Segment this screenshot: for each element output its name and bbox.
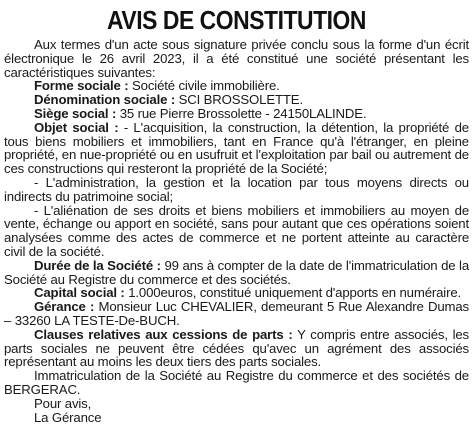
closing-signature: La Gérance: [34, 409, 102, 425]
forme-sociale: [4, 79, 469, 93]
notice-title: AVIS DE CONSTITUTION: [107, 5, 366, 35]
objet-item-2: - L'administration, la gestion et la location par tous moyens directs ou indirects du patrimoine social;: [4, 174, 469, 204]
duree-societe: [4, 259, 469, 287]
siege-value: 35 rue Pierre Brossolette - 24150LALINDE.: [119, 105, 367, 121]
forme-sociale-value: Société civile immobilière.: [132, 78, 280, 94]
intro-paragraph: Aux termes d'un acte sous signature privée conclu sous la forme d'un écrit électronique le 26 avril 2023, il a été constitué une société présentant les caractéristiques suivantes:: [4, 37, 469, 80]
denomination-value: SCI BROSSOLETTE.: [178, 92, 303, 108]
siege-social: [4, 107, 469, 121]
gerance-value: Monsieur Luc CHEVALIER, demeurant 5 Rue Alexandre Dumas – 33260 LA TESTE-De-BUCH.: [4, 299, 469, 328]
clauses-value: Y compris entre associés, les parts sociales ne peuvent être cédées qu'avec un agrément des associés représentant au moins les deux tiers des parts sociales.: [4, 326, 470, 370]
duree-value: 99 ans à compter de la date de l'immatriculation de la Société au Registre du commerce et des sociétés.: [4, 257, 470, 287]
forme-sociale-label: Forme sociale :: [34, 78, 129, 94]
gerance-label: Gérance :: [34, 299, 95, 315]
siege-label: Siège social :: [34, 105, 117, 121]
closing-pour-avis: Pour avis,: [34, 395, 92, 411]
duree-label: Durée de la Société :: [34, 257, 161, 273]
capital-label: Capital social :: [34, 285, 125, 301]
objet-item-3: - L'aliénation de ses droits et biens mobiliers et immobiliers au moyen de vente, échange ou apport en société, sans pour autant que ces opérations soient analysées comme des actes de commerce et ne portent atteinte au caractère civil de la société.: [4, 202, 469, 259]
objet-label: Objet social :: [34, 119, 119, 135]
clauses-label: Clauses relatives aux cessions de parts :: [34, 326, 293, 342]
capital-social: [4, 286, 469, 300]
immatriculation: Immatriculation de la Société au Registre du commerce et des sociétés de BERGERAC.: [4, 368, 469, 397]
clauses-cessions: [4, 328, 469, 369]
capital-value: 1.000euros, constitué uniquement d'apports en numéraire.: [128, 285, 462, 301]
gerance: [4, 300, 469, 328]
objet-value: - L'acquisition, la construction, la détention, la propriété de tous biens mobiliers et immobiliers, tant en France qu'à l'étranger, en pleine propriété, en nue-propriété ou en usufruit et l'exploitation par bail ou autrement de ces constructions qui resteront la propriété de la Société;: [4, 119, 469, 177]
denomination-label: Dénomination sociale :: [34, 92, 176, 108]
denomination-sociale: [4, 93, 469, 107]
legal-notice: [4, 6, 469, 424]
objet-social: [4, 121, 469, 176]
